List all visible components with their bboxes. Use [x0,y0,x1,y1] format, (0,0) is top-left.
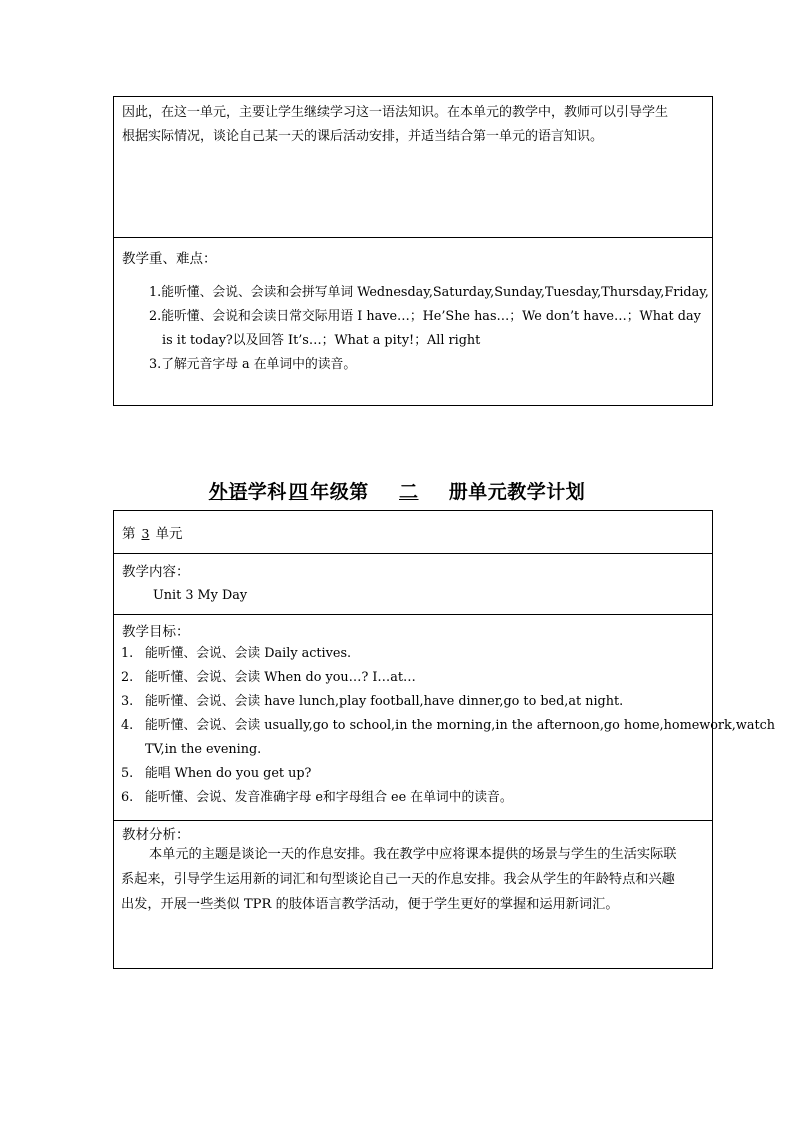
intro-line: 因此，在这一单元，主要让学生继续学习这一语法知识。在本单元的教学中，教师可以引导学生 [122,105,669,120]
keypoint-item: 1.能听懂、会说、会读和会拼写单词 Wednesday,Saturday,Sunday,Tuesday,Thursday,Friday, [149,285,709,300]
keypoint-item-continued: is it today?以及回答 It’s…；What a pity!；All right [162,333,481,348]
analysis-cell [114,821,712,968]
goal-number: 3. [121,694,134,709]
unit-cell [114,511,712,554]
content-label: 教学内容： [122,564,190,580]
subject-field: 外语 [208,481,248,503]
analysis-line: 系起来，引导学生运用新的词汇和句型谈论自己一天的作息安排。我会从学生的年龄特点和兴趣 [121,872,675,887]
goal-number: 4. [121,718,134,733]
keypoint-item: 2.能听懂、会说和会读日常交际用语 I have…；He’She has…；We don’t have…；What day [149,309,701,324]
goal-text: 能听懂、会说、会读 have lunch,play football,have dinner,go to bed,at night. [145,694,624,709]
goal-text-continued: TV,in the evening. [145,742,262,757]
keypoints-cell [114,238,712,405]
goal-number: 1. [121,646,134,661]
goal-number: 6. [121,790,134,805]
keypoint-item: 3.了解元音字母 a 在单词中的读音。 [149,357,357,372]
goal-text: 能唱 When do you get up? [145,766,312,781]
goal-number: 2. [121,670,134,685]
unit-suffix: 单元 [155,526,183,542]
page-title [0,477,794,504]
goal-text: 能听懂、会说、会读 usually,go to school,in the morning,in the afternoon,go home,homework,watch [145,718,776,733]
goal-text: 能听懂、会说、发音准确字母 e和字母组合 ee 在单词中的读音。 [145,790,513,805]
analysis-label: 教材分析： [122,827,190,843]
analysis-paragraph [121,842,705,917]
content-value: Unit 3 My Day [153,588,248,603]
analysis-line: 出发，开展一些类似 TPR 的肢体语言教学活动，便于学生更好的掌握和运用新词汇。 [121,897,619,912]
intro-paragraph [122,101,706,149]
unit-heading [122,522,182,542]
unit-number: 3 [141,526,150,541]
subject-suffix: 学科 [247,481,287,503]
analysis-continuation-table [113,96,713,406]
goals-cell [114,615,776,821]
goal-number: 5. [121,766,134,781]
analysis-line: 本单元的主题是谈论一天的作息安排。我在教学中应将课本提供的场景与学生的生活实际联 [149,847,677,862]
goal-text: 能听懂、会说、会读 When do you…? I…at… [145,670,416,685]
goal-text: 能听懂、会说、会读 Daily actives. [145,646,352,661]
title-rest: 册单元教学计划 [448,481,586,503]
content-cell [114,554,712,615]
goals-label: 教学目标： [122,624,190,640]
intro-line: 根据实际情况，谈论自己某一天的课后活动安排，并适当结合第一单元的语言知识。 [122,129,604,144]
unit-plan-table [113,510,776,969]
keypoints-label: 教学重、难点： [122,251,217,267]
volume-field: 二 [399,481,419,503]
grade-suffix: 年级第 [310,481,369,503]
unit-prefix: 第 [122,526,136,542]
grade-field: 四 [288,481,309,503]
intro-cell [114,97,712,238]
